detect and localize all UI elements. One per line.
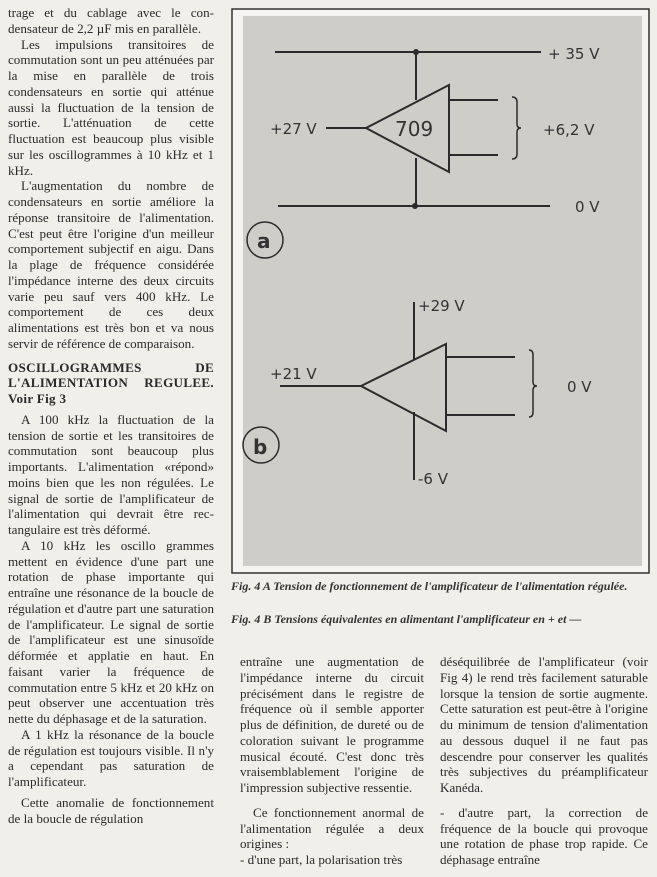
label-a: a (257, 229, 271, 253)
caption-fig-4a: Fig. 4 A Tension de fonctionnement de l'amplificateur de l'alimentation régulée. (231, 579, 628, 593)
label-plus-35v: + 35 V (548, 45, 600, 63)
caption-fig-4b: Fig. 4 B Tensions équivalentes en alimentant l'amplificateur en + et — (231, 612, 582, 626)
paragraph: A 100 kHz la fluctuation de la tension de sortie et les transitoires de commutation sont beaucoup plus importants. L'alimentation «répond» moins bien que les non régulées. Le signal de sortie de l'amplificateur de l'alimentation qui devrait être rectangulaire est très déformé. (8, 411, 214, 537)
label-plus-29v: +29 V (418, 297, 465, 315)
left-text-column (8, 5, 214, 826)
label-plus-27v: +27 V (270, 120, 317, 138)
paragraph: A 10 kHz les oscillo grammes mettent en évidence d'une part une rotation de phase importante qui entraîne une résonance de la boucle de régulation et d'autre part une saturation de l'amplificateur. Le signal de sortie de l'amplificateur est une sinusoïde déformée et applatie en haut. En faisant varier la fréquence de commutation entre 5 kHz et 20 kHz on peut observer une accentuation très nette du déphasage et de la saturation. (8, 537, 214, 726)
figure-4-diagram (231, 8, 650, 574)
paragraph: A 1 kHz la résonance de la boucle de régulation est toujours visible. Il n'y a cependant pas saturation de l'amplificateur. (8, 726, 214, 789)
label-minus-6v: -6 V (418, 470, 448, 488)
paragraph: Les impulsions transitoires de commutation sont un peu atténuées par la mise en parallèle de trois condensateurs en sortie qui atténue aussi la fluctuation de la tension de sortie. L'atténuation de cette fluctuation est beaucoup plus visible sur les oscillogrammes à 10 kHz et 1 kHz. (8, 36, 214, 178)
paragraph: trage et du cablage avec le condensateur de 2,2 µF mis en parallèle. (8, 5, 214, 36)
label-plus-21v: +21 V (270, 365, 317, 383)
label-plus-6-2v: +6,2 V (543, 121, 595, 139)
paragraph: entraîne une augmentation de l'impédance interne du circuit précisément dans le registre de fréquence où il semble apporter plus de définition, de dureté ou de coloration suivant le programme musical écouté. C'est donc très vraisemblablement l'origine de l'impression subjective ressentie. (240, 654, 424, 795)
right-text-column (440, 654, 648, 868)
paragraph: Cette anomalie de fonctionnement de la boucle de régulation (8, 794, 214, 826)
paragraph: - d'une part, la polarisation très (240, 852, 403, 867)
label-0v-b: 0 V (567, 378, 592, 396)
paragraph: L'augmentation du nombre de condensateurs en sortie améliore la réponse transitoire de l'alimentation. C'est peut être l'origine d'un meilleur comportement subjectif en aigu. Dans la plage de fréquence considérée l'impédance interne des deux circuits varie peu sauf vers 400 kHz. Le comportement de ces deux alimentations est très bon et va nous servir de référence de comparaison. (8, 178, 214, 351)
middle-text-column (240, 654, 424, 868)
paragraph: Ce fonctionnement anormal de l'alimentation régulée a deux origines : (240, 804, 424, 852)
section-heading: OSCILLOGRAMMES DE L'ALIMENTATION REGULEE. Voir Fig 3 (8, 359, 214, 406)
label-709: 709 (395, 117, 434, 141)
label-b: b (253, 435, 268, 459)
paragraph: - d'autre part, la correction de fréquence de la boucle qui provoque une rotation de phase trop rapide. Ce déphasage entraîne (440, 804, 648, 867)
paragraph: déséquilibrée de l'amplificateur (voir Fig 4) le rend très facilement saturable lorsque la tension de sortie augmente. Cette saturation est peut-être à l'origine du minimum de tension d'alimentation au dessous duquel il ne faut pas descendre pour conserver les qualités très subjectives du préamplificateur Kanéda. (440, 654, 648, 795)
label-0v: 0 V (575, 198, 600, 216)
